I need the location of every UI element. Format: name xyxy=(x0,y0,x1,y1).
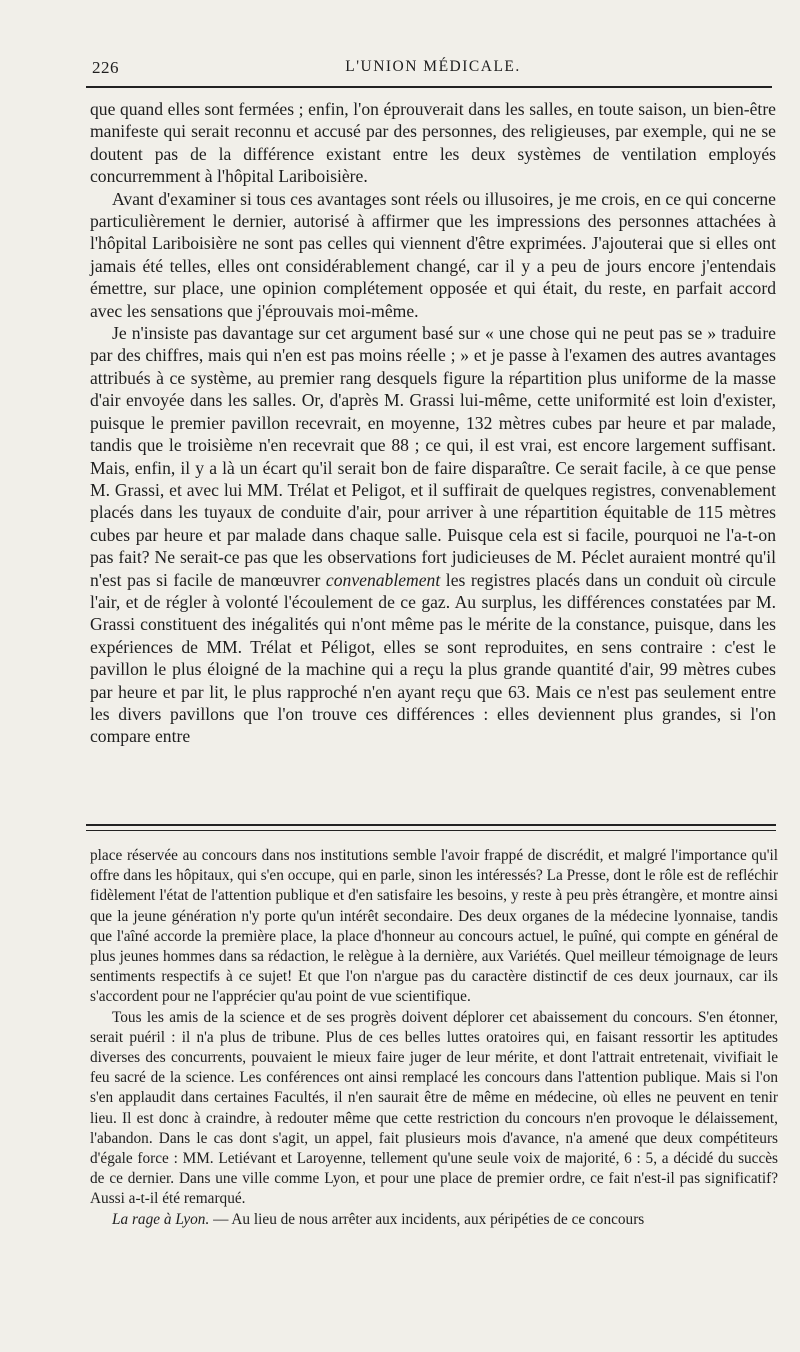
running-title: L'UNION MÉDICALE. xyxy=(345,58,521,75)
paragraph-text: Je n'insiste pas davantage sur cet argument basé sur « une chose qui ne peut pas se » traduire par des chiffres, mais qui n'en est pas moins réelle ; » et je passe à l'examen des autres avantages attribués à ce système, au premier rang desquels figure la répartition plus uniforme de la masse d'air envoyée dans les salles. Or, d'après M. Grassi lui-même, cette uniformité est loin d'exister, puisque le premier pavillon recevrait, en moyenne, 132 mètres cubes par heure et par malade, tandis que le troisième n'en recevrait que 88 ; ce qui, il est vrai, est encore largement suffisant. Mais, enfin, il y a là un écart qu'il serait bon de faire disparaître. Ce serait facile, à ce que pense M. Grassi, et avec lui MM. Trélat et Peligot, et il suffirait de quelques registres, convenablement placés dans les tuyaux de conduite d'air, pour arriver à une répartition équitable de 115 mètres cubes par heure et par malade dans chaque salle. Puisque cela est si facile, pourquoi ne l'a-t-on pas fait? Ne serait-ce pas que les observations fort judicieuses de M. Péclet auraient montré qu'il n'est pas si facile de manœuvrer xyxy=(90,323,776,590)
feuilleton-section xyxy=(90,846,778,1230)
feuilleton-paragraph xyxy=(90,1210,778,1230)
feuilleton-separator-rule xyxy=(86,824,776,826)
main-article xyxy=(90,98,776,748)
header-rule xyxy=(86,86,772,88)
article-paragraph: que quand elles sont fermées ; enfin, l'on éprouverait dans les salles, en toute saison, un bien-être manifeste qui serait reconnu et accusé par des personnes, des religieuses, par exemple, qui ne se doutent pas de la différence existant entre les deux systèmes de ventilation employés concurremment à l'hôpital Lariboisière. xyxy=(90,99,776,187)
paragraph-text-end: les registres placés dans un conduit où circule l'air, et de régler à volonté l'écoulement de ce gaz. Au surplus, les différences constatées par M. Grassi constituent des inégalités qui n'ont même pas le mérite de la constance, puisque, dans les expériences de MM. Trélat et Péligot, elles se sont reproduites, en sens contraire : c'est le pavillon le plus éloigné de la machine qui a reçu la plus grande quantité d'air, 99 mètres cubes par heure et par lit, le plus rapproché n'en ayant reçu que 63. Mais ce n'est pas seulement entre les divers pavillons que l'on trouve ces différences : elles deviennent plus grandes, si l'on compare entre xyxy=(90,569,776,747)
feuilleton-paragraph: Tous les amis de la science et de ses progrès doivent déplorer cet abaissement du concours. S'en étonner, serait puéril : il n'a plus de tribune. Plus de ces belles luttes oratoires qui, en faisant ressortir les aptitudes diverses des concurrents, pouvaient le mieux faire juger de leur mérite, et dont l'attrait entretenait, vivifiait le feu sacré de la science. Les conférences ont ainsi remplacé les concours dans l'attention publique. Mais si l'on s'en applaudit dans certaines Facultés, il n'en saurait être de même en médecine, où elles ne peuvent en tenir lieu. Il est donc à craindre, à redouter même que cette restriction du concours n'en provoque le délaissement, l'abandon. Dans le cas dont s'agit, un appel, fait plusieurs mois d'avance, n'a amené que deux compétiteurs d'égale force : MM. Letiévant et Laroyenne, tellement qu'une seule voix de majorité, 6 : 5, a décidé du succès de ce dernier. Dans une ville comme Lyon, et pour une place de premier ordre, ce fait n'est-il pas significatif? Aussi a-t-il été remarqué. xyxy=(90,1008,778,1208)
article-paragraph: Avant d'examiner si tous ces avantages sont réels ou illusoires, je me crois, en ce qui concerne particulièrement le dernier, autorisé à affirmer que les impressions des personnes attachées à l'hôpital Lariboisière ne sont pas celles qui viennent d'être exprimées. J'ajouterai que si elles ont jamais été telles, elles ont considérablement changé, car il y a peu de jours encore j'entendais émettre, sur place, une opinion complétement opposée et qui était, du reste, en parfait accord avec les sensations que j'éprouvais moi-même. xyxy=(90,188,776,321)
italic-word: convenablement xyxy=(325,569,441,590)
page-number: 226 xyxy=(92,58,119,77)
feuilleton-separator-rule xyxy=(86,830,776,831)
article-paragraph xyxy=(90,322,776,748)
feuilleton-paragraph: place réservée au concours dans nos institutions semble l'avoir frappé de discrédit, et malgré l'importance qu'il offre dans les hôpitaux, qui s'en occupe, qui en parle, sinon les intéressés? La Presse, dont le rôle est de refléchir fidèlement l'état de l'attention publique et d'en satisfaire les besoins, y reste à peu près étrangère, et montre ainsi que la jeune génération n'y porte qu'un intérêt secondaire. Des deux organes de la médecine lyonnaise, tandis que l'aîné accorde la première place, la place d'honneur au concours actuel, le puîné, qui compte en général de plus jeunes hommes dans sa rédaction, le relègue à la dernière, aux Variétés. Quel meilleur témoignage de leurs sentiments respectifs à ce sujet! Et que l'on n'argue pas du caractère distinctif de ces deux journaux, car ils s'accordent pour ne l'apprécier qu'au point de vue scientifique. xyxy=(90,847,778,1006)
running-header xyxy=(88,58,778,84)
paragraph-text: — Au lieu de nous arrêter aux incidents, aux péripéties de ce concours xyxy=(209,1210,645,1228)
section-heading: La rage à Lyon. xyxy=(112,1210,210,1228)
